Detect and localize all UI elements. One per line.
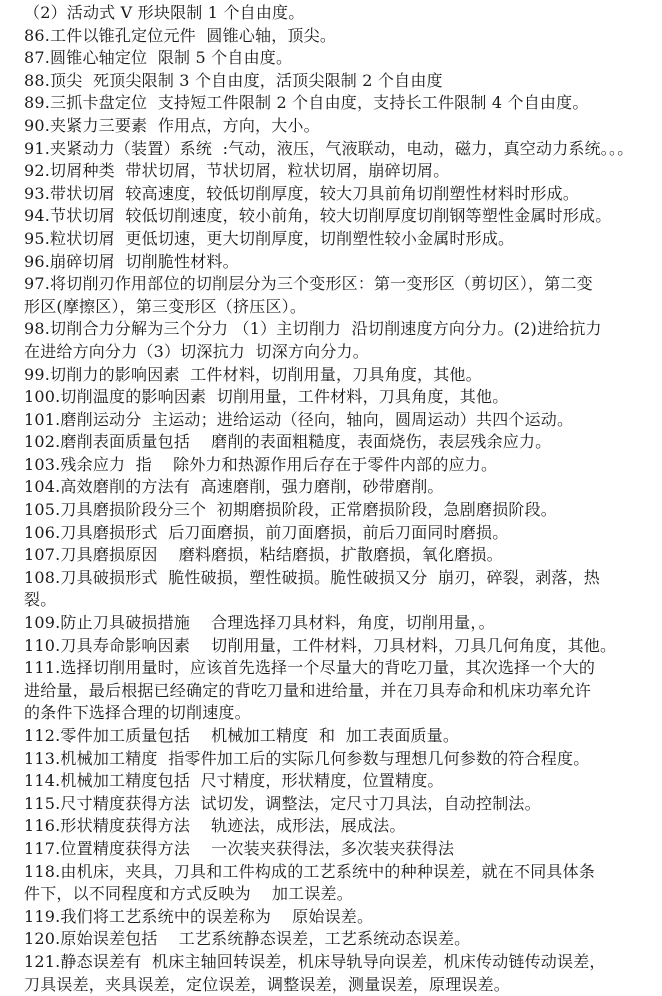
text-line: 106.刀具磨损形式 后刀面磨损，前刀面磨损，前后刀面同时磨损。 bbox=[24, 522, 509, 542]
text-line: 104.高效磨削的方法有 高速磨削，强力磨削，砂带磨削。 bbox=[24, 477, 444, 497]
text-line: 95.粒状切屑 更低切速，更大切削厚度，切削塑性较小金属时形成。 bbox=[24, 228, 515, 248]
text-line: 97.将切削刃作用部位的切削层分为三个变形区：第一变形区（剪切区），第二变 bbox=[24, 274, 593, 294]
text-line: 105.刀具磨损阶段分三个 初期磨损阶段，正常磨损阶段，急剧磨损阶段。 bbox=[24, 500, 557, 520]
text-line: 121.静态误差有 机床主轴回转误差，机床导轨导向误差，机床传动链传动误差， bbox=[24, 951, 606, 971]
text-line: 118.由机床，夹具，刀具和工件构成的工艺系统中的种种误差，就在不同具体条 bbox=[24, 861, 596, 881]
text-line: 的条件下选择合理的切削速度。 bbox=[24, 703, 251, 723]
text-line: 在进给方向分力（3）切深抗力 切深方向分力。 bbox=[24, 341, 369, 361]
text-line: 裂。 bbox=[24, 590, 57, 610]
text-line: 108.刀具破损形式 脆性破损，塑性破损。脆性破损又分 崩刃，碎裂，剥落，热 bbox=[24, 567, 600, 587]
text-line: 111.选择切削用量时，应该首先选择一个尽量大的背吃刀量，其次选择一个大的 bbox=[24, 658, 596, 678]
text-line: 119.我们将工艺系统中的误差称为 原始误差。 bbox=[24, 906, 374, 926]
text-line: 87.圆锥心轴定位 限制 5 个自由度。 bbox=[24, 48, 293, 68]
text-line: 刀具误差，夹具误差，定位误差，调整误差，测量误差，原理误差。 bbox=[24, 974, 511, 994]
text-line: 93.带状切屑 较高速度，较低切削厚度，较大刀具前角切削塑性材料时形成。 bbox=[24, 183, 580, 203]
text-line: 形区(摩擦区），第三变形区（挤压区）。 bbox=[24, 296, 307, 316]
text-line: 112.零件加工质量包括 机械加工精度 和 加工表面质量。 bbox=[24, 726, 460, 745]
text-line: （2）活动式 V 形块限制 1 个自由度。 bbox=[24, 3, 305, 22]
text-line: 92.切屑种类 带状切屑，节状切屑，粒状切屑，崩碎切屑。 bbox=[24, 161, 450, 181]
text-line: 101.磨削运动分 主运动；进给运动（径向，轴向，圆周运动）共四个运动。 bbox=[24, 409, 574, 429]
text-line: 99.切削力的影响因素 工件材料，切削用量，刀具角度，其他。 bbox=[24, 364, 482, 384]
text-line: 91.夹紧动力（装置）系统 :气动，液压，气液联动，电动，磁力，真空动力系统。。。 bbox=[24, 138, 634, 158]
text-line: 113.机械加工精度 指零件加工后的实际几何参数与理想几何参数的符合程度。 bbox=[24, 748, 590, 768]
text-line: 件下，以不同程度和方式反映为 加工误差。 bbox=[24, 884, 353, 904]
text-line: 94.节状切屑 较低切削速度，较小前角，较大切削厚度切削钢等塑性金属时形成。 bbox=[24, 206, 612, 226]
text-line: 98.切削合力分解为三个分力 （1）主切削力 沿切削速度方向分力。(2)进给抗力 bbox=[24, 319, 602, 339]
text-line: 107.刀具磨损原因 磨料磨损，粘结磨损，扩散磨损，氧化磨损。 bbox=[24, 545, 503, 565]
text-line: 120.原始误差包括 工艺系统静态误差，工艺系统动态误差。 bbox=[24, 929, 471, 949]
text-line: 115.尺寸精度获得方法 试切发，调整法，定尺寸刀具法，自动控制法。 bbox=[24, 793, 541, 813]
text-line: 110.刀具寿命影响因素 切削用量，工件材料，刀具材料，刀具几何角度，其他。 bbox=[24, 635, 617, 655]
text-line: 86.工件以锥孔定位元件 圆锥心轴，顶尖。 bbox=[24, 25, 337, 45]
text-line: 96.崩碎切屑 切削脆性材料。 bbox=[24, 251, 239, 271]
text-line: 109.防止刀具破损措施 合理选择刀具材料，角度，切削用量，。 bbox=[24, 613, 495, 633]
text-line: 103.残余应力 指 除外力和热源作用后存在于零件内部的应力。 bbox=[24, 454, 498, 474]
text-line: 88.顶尖 死顶尖限制 3 个自由度，活顶尖限制 2 个自由度 bbox=[24, 70, 443, 90]
document-text bbox=[24, 2, 636, 996]
text-line: 117.位置精度获得方法 一次装夹获得法，多次装夹获得法 bbox=[24, 838, 455, 858]
text-line: 89.三抓卡盘定位 支持短工件限制 2 个自由度，支持长工件限制 4 个自由度。 bbox=[24, 93, 589, 113]
text-line: 100.切削温度的影响因素 切削用量，工件材料，刀具角度，其他。 bbox=[24, 387, 509, 407]
text-line: 90.夹紧力三要素 作用点，方向，大小。 bbox=[24, 115, 320, 135]
text-line: 116.形状精度获得方法 轨迹法，成形法，展成法。 bbox=[24, 816, 406, 836]
text-line: 102.磨削表面质量包括 磨削的表面粗糙度，表面烧伤，表层残余应力。 bbox=[24, 432, 552, 452]
text-line: 114.机械加工精度包括 尺寸精度，形状精度，位置精度。 bbox=[24, 771, 444, 791]
text-line: 进给量，最后根据已经确定的背吃刀量和进给量，并在刀具寿命和机床功率允许 bbox=[24, 680, 592, 700]
